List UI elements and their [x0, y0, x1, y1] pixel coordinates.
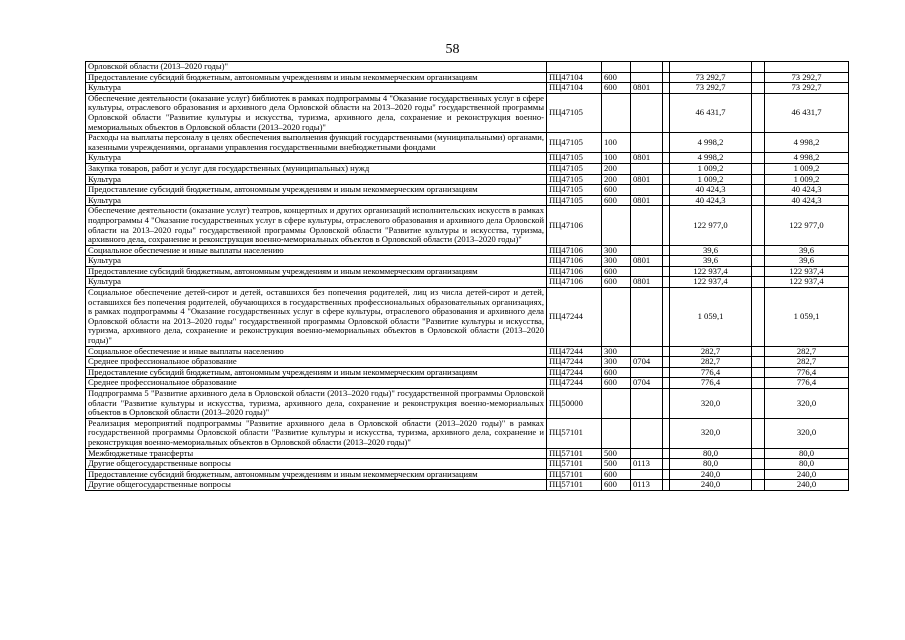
row-amount-approved: 240,0: [670, 480, 752, 491]
row-section-code: 0113: [631, 459, 663, 470]
row-description: Расходы на выплаты персоналу в целях обеспечения выполнения функций государственными (муниципальными) органами, казенными учреждениями, органами управления государственными внебюджетными фондами: [86, 133, 547, 153]
row-description: Другие общегосударственные вопросы: [86, 459, 547, 470]
table-row: [86, 469, 849, 480]
row-expense-type: 500: [602, 459, 631, 470]
row-amount-final: 4 998,2: [765, 133, 849, 153]
row-description: Культура: [86, 256, 547, 267]
row-amount-approved: 39,6: [670, 245, 752, 256]
row-amount-approved: 320,0: [670, 389, 752, 419]
row-spacer: [752, 245, 765, 256]
row-spacer: [663, 256, 670, 267]
table-row: [86, 389, 849, 419]
row-target-code: ПЦ47244: [547, 288, 602, 347]
table-row: [86, 367, 849, 378]
row-expense-type: 600: [602, 378, 631, 389]
row-spacer: [752, 83, 765, 94]
table-row: [86, 418, 849, 448]
table-row: [86, 163, 849, 174]
row-section-code: [631, 133, 663, 153]
row-section-code: 0801: [631, 195, 663, 206]
row-target-code: ПЦ47104: [547, 83, 602, 94]
row-description: Реализация мероприятий подпрограммы "Развитие архивного дела в Орловской области (2013–2020 годы)" в рамках государственной программы Орловской области "Развитие культуры и искусства, туризма, архивного дела, сохранение и реконструкция военно-мемориальных объектов в Орловской области (2013–2020 годы)": [86, 418, 547, 448]
table-row: [86, 357, 849, 368]
row-section-code: [631, 206, 663, 245]
row-amount-approved: 4 998,2: [670, 133, 752, 153]
row-spacer: [663, 448, 670, 459]
row-section-code: 0704: [631, 378, 663, 389]
row-amount-final: 80,0: [765, 459, 849, 470]
row-section-code: [631, 266, 663, 277]
row-spacer: [752, 346, 765, 357]
row-section-code: [631, 418, 663, 448]
row-spacer: [752, 357, 765, 368]
row-spacer: [663, 266, 670, 277]
row-spacer: [663, 83, 670, 94]
table-row: [86, 133, 849, 153]
table-row: [86, 174, 849, 185]
row-amount-final: 240,0: [765, 480, 849, 491]
row-amount-approved: 46 431,7: [670, 93, 752, 132]
row-amount-approved: 776,4: [670, 378, 752, 389]
row-description: Обеспечение деятельности (оказание услуг) библиотек в рамках подпрограммы 4 "Оказание государственных услуг в сфере культуры, отраслевого образования и архивного дела Орловской области на 2013–2020 годы" государственной программы Орловской области "Развитие культуры и искусства, туризма, архивного дела, сохранение и реконструкция военно-мемориальных объектов в Орловской области (2013–2020 годы)": [86, 93, 547, 132]
budget-table: [85, 61, 849, 491]
row-expense-type: 100: [602, 153, 631, 164]
row-spacer: [752, 206, 765, 245]
row-expense-type: 300: [602, 346, 631, 357]
row-target-code: ПЦ47106: [547, 266, 602, 277]
row-expense-type: [602, 288, 631, 347]
row-section-code: 0801: [631, 83, 663, 94]
row-target-code: ПЦ47106: [547, 206, 602, 245]
row-target-code: ПЦ47105: [547, 185, 602, 196]
row-amount-approved: 73 292,7: [670, 83, 752, 94]
row-amount-approved: 40 424,3: [670, 185, 752, 196]
table-row: [86, 266, 849, 277]
row-expense-type: [602, 418, 631, 448]
row-description: Культура: [86, 174, 547, 185]
row-expense-type: [602, 206, 631, 245]
row-spacer: [752, 195, 765, 206]
row-description: Предоставление субсидий бюджетным, автономным учреждениям и иным некоммерческим организациям: [86, 367, 547, 378]
row-expense-type: 600: [602, 469, 631, 480]
row-amount-final: 122 937,4: [765, 266, 849, 277]
row-amount-final: 240,0: [765, 469, 849, 480]
row-spacer: [752, 469, 765, 480]
row-spacer: [752, 418, 765, 448]
row-spacer: [752, 288, 765, 347]
row-amount-approved: 122 937,4: [670, 277, 752, 288]
row-expense-type: 100: [602, 133, 631, 153]
row-target-code: ПЦ47244: [547, 346, 602, 357]
row-section-code: [631, 93, 663, 132]
row-spacer: [663, 93, 670, 132]
row-target-code: ПЦ47105: [547, 133, 602, 153]
row-section-code: 0113: [631, 480, 663, 491]
row-spacer: [663, 195, 670, 206]
row-amount-final: 40 424,3: [765, 195, 849, 206]
row-description: Культура: [86, 195, 547, 206]
table-row: [86, 185, 849, 196]
table-row: [86, 459, 849, 470]
table-row: [86, 277, 849, 288]
row-amount-final: 73 292,7: [765, 83, 849, 94]
table-row: [86, 153, 849, 164]
row-spacer: [663, 346, 670, 357]
row-amount-approved: 4 998,2: [670, 153, 752, 164]
row-spacer: [663, 480, 670, 491]
row-target-code: ПЦ57101: [547, 448, 602, 459]
row-amount-final: 80,0: [765, 448, 849, 459]
row-target-code: ПЦ57101: [547, 469, 602, 480]
row-section-code: [631, 346, 663, 357]
row-amount-final: [765, 62, 849, 73]
row-amount-approved: 282,7: [670, 357, 752, 368]
row-target-code: ПЦ50000: [547, 389, 602, 419]
row-spacer: [663, 185, 670, 196]
row-section-code: [631, 72, 663, 83]
row-spacer: [752, 174, 765, 185]
row-spacer: [663, 418, 670, 448]
row-expense-type: 600: [602, 266, 631, 277]
row-amount-final: 122 937,4: [765, 277, 849, 288]
row-target-code: ПЦ47105: [547, 174, 602, 185]
row-description: Подпрограмма 5 "Развитие архивного дела в Орловской области (2013–2020 годы)" государственной программы Орловской области "Развитие культуры и искусства, туризма, архивного дела, сохранение и реконструкция военно-мемориальных объектов в Орловской области (2013–2020 годы)": [86, 389, 547, 419]
row-section-code: [631, 185, 663, 196]
table-row: [86, 346, 849, 357]
row-spacer: [663, 245, 670, 256]
row-spacer: [752, 153, 765, 164]
row-amount-approved: 1 009,2: [670, 163, 752, 174]
row-spacer: [663, 288, 670, 347]
row-section-code: 0801: [631, 256, 663, 267]
row-amount-final: 320,0: [765, 418, 849, 448]
row-spacer: [752, 62, 765, 73]
row-spacer: [663, 378, 670, 389]
table-row: [86, 72, 849, 83]
row-description: Предоставление субсидий бюджетным, автономным учреждениям и иным некоммерческим организациям: [86, 469, 547, 480]
row-expense-type: 600: [602, 277, 631, 288]
row-expense-type: 500: [602, 448, 631, 459]
row-spacer: [752, 378, 765, 389]
row-description: Орловской области (2013–2020 годы)": [86, 62, 547, 73]
row-amount-final: 776,4: [765, 367, 849, 378]
row-description: Межбюджетные трансферты: [86, 448, 547, 459]
table-row: [86, 480, 849, 491]
row-amount-approved: 122 977,0: [670, 206, 752, 245]
row-amount-approved: 320,0: [670, 418, 752, 448]
row-amount-final: 320,0: [765, 389, 849, 419]
row-section-code: 0801: [631, 174, 663, 185]
table-row: [86, 256, 849, 267]
row-spacer: [752, 367, 765, 378]
row-amount-approved: 776,4: [670, 367, 752, 378]
row-amount-final: 46 431,7: [765, 93, 849, 132]
row-expense-type: 600: [602, 367, 631, 378]
row-expense-type: 600: [602, 83, 631, 94]
row-spacer: [663, 174, 670, 185]
row-spacer: [752, 185, 765, 196]
row-spacer: [752, 93, 765, 132]
row-expense-type: 600: [602, 480, 631, 491]
row-target-code: ПЦ47244: [547, 378, 602, 389]
row-amount-approved: [670, 62, 752, 73]
row-target-code: ПЦ47105: [547, 93, 602, 132]
row-target-code: ПЦ57101: [547, 418, 602, 448]
row-amount-final: 1 009,2: [765, 174, 849, 185]
row-target-code: ПЦ47104: [547, 72, 602, 83]
row-spacer: [663, 357, 670, 368]
row-description: Обеспечение деятельности (оказание услуг) театров, концертных и других организаций исполнительских искусств в рамках подпрограммы 4 "Оказание государственных услуг в сфере культуры, отраслевого образования и архивного дела Орловской области на 2013–2020 годы" государственной программы Орловской области "Развитие культуры и искусства, туризма, архивного дела, сохранение и реконструкция военно-мемориальных объектов в Орловской области (2013–2020 годы)": [86, 206, 547, 245]
row-spacer: [663, 62, 670, 73]
row-amount-final: 1 009,2: [765, 163, 849, 174]
row-amount-final: 40 424,3: [765, 185, 849, 196]
row-amount-approved: 122 937,4: [670, 266, 752, 277]
row-amount-final: 4 998,2: [765, 153, 849, 164]
row-target-code: ПЦ47106: [547, 245, 602, 256]
row-description: Предоставление субсидий бюджетным, автономным учреждениям и иным некоммерческим организациям: [86, 72, 547, 83]
row-section-code: [631, 469, 663, 480]
row-target-code: ПЦ47105: [547, 195, 602, 206]
row-target-code: ПЦ47244: [547, 357, 602, 368]
table-row: [86, 378, 849, 389]
row-expense-type: [602, 62, 631, 73]
row-amount-approved: 1 009,2: [670, 174, 752, 185]
table-row: [86, 62, 849, 73]
row-description: Социальное обеспечение детей-сирот и детей, оставшихся без попечения родителей, лиц из числа детей-сирот и детей, оставшихся без попечения родителей, обучающихся в государственных профессиональных образовательных организациях, в рамках подпрограммы 4 "Оказание государственных услуг в сфере культуры, отраслевого образования и архивного дела Орловской области на 2013–2020 годы" государственной программы Орловской области "Развитие культуры и искусства, туризма, архивного дела, сохранение и реконструкция военно-мемориальных объектов в Орловской области (2013–2020 годы)": [86, 288, 547, 347]
row-spacer: [663, 153, 670, 164]
row-target-code: ПЦ57101: [547, 480, 602, 491]
row-spacer: [752, 72, 765, 83]
row-target-code: ПЦ47106: [547, 277, 602, 288]
row-amount-approved: 282,7: [670, 346, 752, 357]
row-amount-final: 282,7: [765, 357, 849, 368]
row-spacer: [663, 72, 670, 83]
row-amount-final: 776,4: [765, 378, 849, 389]
row-amount-approved: 80,0: [670, 448, 752, 459]
row-section-code: [631, 389, 663, 419]
row-description: Другие общегосударственные вопросы: [86, 480, 547, 491]
table-row: [86, 83, 849, 94]
row-expense-type: 600: [602, 185, 631, 196]
row-spacer: [663, 133, 670, 153]
row-section-code: 0801: [631, 153, 663, 164]
row-spacer: [663, 469, 670, 480]
row-section-code: 0801: [631, 277, 663, 288]
table-row: [86, 195, 849, 206]
row-amount-final: 1 059,1: [765, 288, 849, 347]
row-spacer: [752, 277, 765, 288]
row-target-code: ПЦ47244: [547, 367, 602, 378]
page-number: 58: [445, 42, 460, 57]
row-spacer: [663, 367, 670, 378]
row-target-code: ПЦ57101: [547, 459, 602, 470]
row-expense-type: [602, 389, 631, 419]
row-description: Культура: [86, 83, 547, 94]
row-amount-approved: 240,0: [670, 469, 752, 480]
row-spacer: [663, 163, 670, 174]
row-section-code: [631, 288, 663, 347]
row-description: Предоставление субсидий бюджетным, автономным учреждениям и иным некоммерческим организациям: [86, 185, 547, 196]
row-spacer: [663, 459, 670, 470]
row-description: Социальное обеспечение и иные выплаты населению: [86, 245, 547, 256]
row-expense-type: 200: [602, 174, 631, 185]
row-amount-final: 39,6: [765, 245, 849, 256]
row-section-code: [631, 245, 663, 256]
row-expense-type: 600: [602, 72, 631, 83]
row-amount-final: 122 977,0: [765, 206, 849, 245]
table-row: [86, 93, 849, 132]
row-description: Закупка товаров, работ и услуг для государственных (муниципальных) нужд: [86, 163, 547, 174]
row-section-code: [631, 367, 663, 378]
table-row: [86, 206, 849, 245]
row-spacer: [663, 389, 670, 419]
row-description: Среднее профессиональное образование: [86, 357, 547, 368]
row-section-code: [631, 448, 663, 459]
row-spacer: [752, 389, 765, 419]
table-row: [86, 448, 849, 459]
row-section-code: 0704: [631, 357, 663, 368]
row-target-code: ПЦ47106: [547, 256, 602, 267]
row-description: Культура: [86, 153, 547, 164]
row-spacer: [663, 206, 670, 245]
row-spacer: [663, 277, 670, 288]
row-section-code: [631, 62, 663, 73]
row-spacer: [752, 256, 765, 267]
table-row: [86, 245, 849, 256]
row-section-code: [631, 163, 663, 174]
row-description: Культура: [86, 277, 547, 288]
row-expense-type: 300: [602, 256, 631, 267]
row-description: Предоставление субсидий бюджетным, автономным учреждениям и иным некоммерческим организациям: [86, 266, 547, 277]
row-amount-approved: 39,6: [670, 256, 752, 267]
row-expense-type: 600: [602, 195, 631, 206]
row-target-code: ПЦ47105: [547, 153, 602, 164]
row-expense-type: [602, 93, 631, 132]
row-spacer: [752, 266, 765, 277]
row-amount-approved: 73 292,7: [670, 72, 752, 83]
table-row: [86, 288, 849, 347]
row-amount-approved: 40 424,3: [670, 195, 752, 206]
row-amount-final: 73 292,7: [765, 72, 849, 83]
row-expense-type: 300: [602, 245, 631, 256]
row-description: Социальное обеспечение и иные выплаты населению: [86, 346, 547, 357]
row-spacer: [752, 448, 765, 459]
row-expense-type: 300: [602, 357, 631, 368]
row-spacer: [752, 480, 765, 491]
row-spacer: [752, 459, 765, 470]
row-target-code: ПЦ47105: [547, 163, 602, 174]
row-amount-approved: 1 059,1: [670, 288, 752, 347]
row-spacer: [752, 133, 765, 153]
row-amount-final: 39,6: [765, 256, 849, 267]
row-description: Среднее профессиональное образование: [86, 378, 547, 389]
row-amount-final: 282,7: [765, 346, 849, 357]
row-target-code: [547, 62, 602, 73]
row-expense-type: 200: [602, 163, 631, 174]
row-spacer: [752, 163, 765, 174]
row-amount-approved: 80,0: [670, 459, 752, 470]
